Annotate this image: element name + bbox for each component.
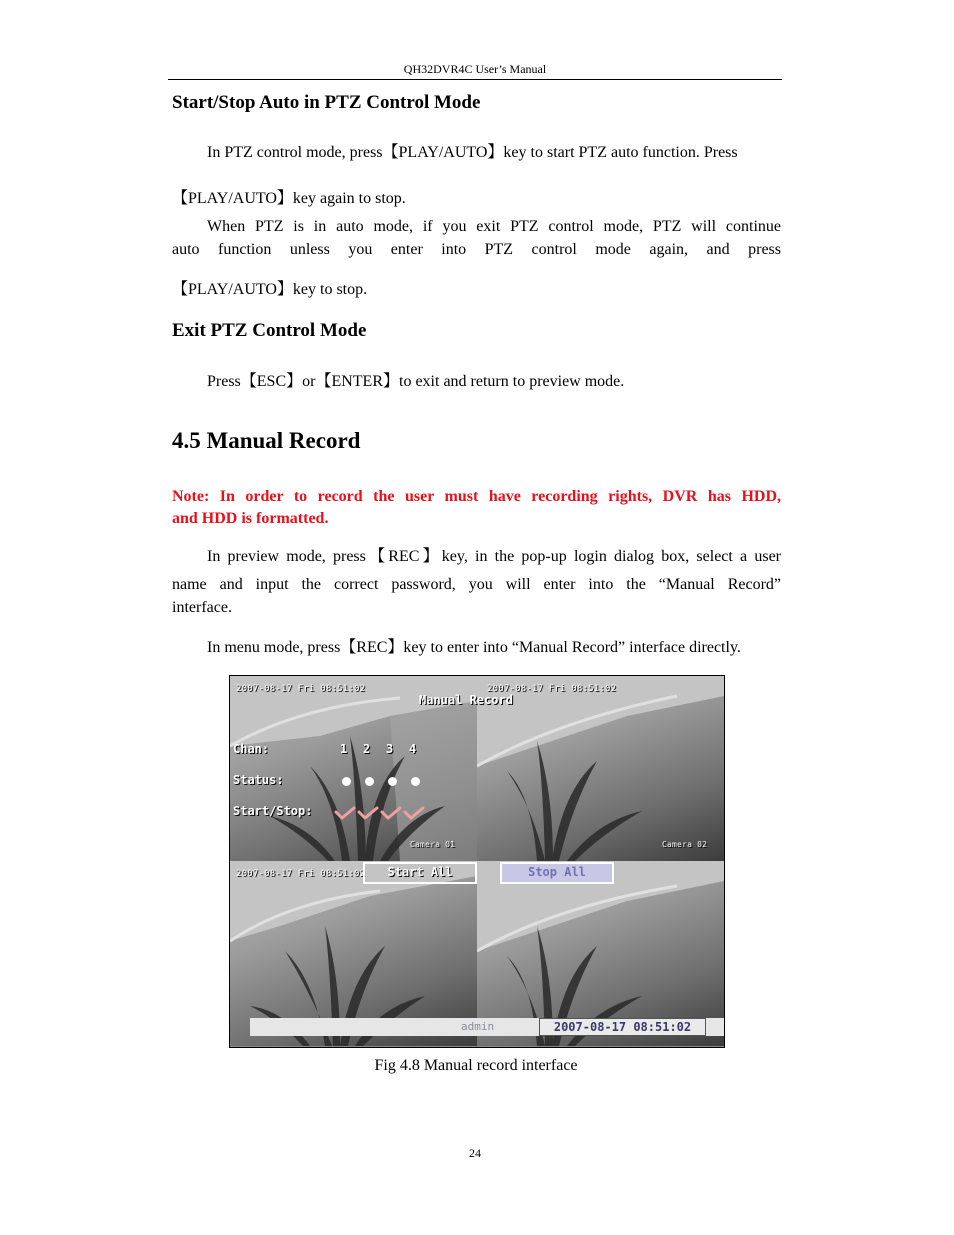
note-line1: Note: In order to record the user must have recording rights, DVR has HDD, xyxy=(172,488,781,505)
manual-para1-line3: interface. xyxy=(172,599,232,616)
manual-para1-line2: name and input the correct password, you will enter into the “Manual Record” xyxy=(172,576,781,593)
status-user: admin xyxy=(461,1020,495,1033)
timestamp-q2: 2007-08-17 Fri 08:51:02 xyxy=(487,684,617,694)
stop-all-button[interactable]: Stop All xyxy=(500,862,614,884)
manual-record-screenshot xyxy=(229,675,725,1048)
status-dot-2 xyxy=(365,777,374,786)
exit-para: Press【ESC】or【ENTER】to exit and return to preview mode. xyxy=(207,373,625,390)
channel-4: 4 xyxy=(409,742,417,756)
auto-para1-line2: 【PLAY/AUTO】key again to stop. xyxy=(172,190,406,207)
manual-para2: In menu mode, press【REC】key to enter into “Manual Record” interface directly. xyxy=(207,639,741,656)
note-line2: and HDD is formatted. xyxy=(172,510,329,527)
dialog-title: Manual Record xyxy=(419,693,513,707)
auto-para2-line1: When PTZ is in auto mode, if you exit PTZ control mode, PTZ will continue xyxy=(207,218,781,235)
figure-caption: Fig 4.8 Manual record interface xyxy=(374,1057,578,1074)
status-label: Status: xyxy=(233,773,284,787)
manual-para1-line1: In preview mode, press【REC】key, in the pop-up login dialog box, select a user xyxy=(207,548,781,565)
camera-label-q1: Camera 01 xyxy=(410,840,456,849)
record-checkboxes[interactable] xyxy=(334,804,430,822)
chan-label: Chan: xyxy=(233,742,270,756)
start-stop-label: Start/Stop: xyxy=(233,804,313,818)
heading-start-stop-auto: Start/Stop Auto in PTZ Control Mode xyxy=(172,92,481,113)
heading-manual-record: 4.5 Manual Record xyxy=(172,428,361,453)
status-time: 2007-08-17 08:51:02 xyxy=(539,1018,706,1036)
auto-para1-line1: In PTZ control mode, press【PLAY/AUTO】key to start PTZ auto function. Press xyxy=(207,144,738,161)
status-dot-4 xyxy=(411,777,420,786)
channel-2: 2 xyxy=(363,742,371,756)
running-header: QH32DVR4C User’s Manual xyxy=(403,62,547,76)
camera-view-2 xyxy=(477,676,724,861)
timestamp-q3: 2007-08-17 Fri 08:51:02 xyxy=(236,869,366,879)
header-rule xyxy=(168,79,782,80)
plant-image xyxy=(477,676,724,861)
channel-3: 3 xyxy=(386,742,394,756)
start-all-button[interactable]: Start All xyxy=(363,862,477,884)
heading-exit-ptz: Exit PTZ Control Mode xyxy=(172,320,367,341)
channel-1: 1 xyxy=(340,742,348,756)
page-number: 24 xyxy=(469,1146,481,1160)
status-dot-1 xyxy=(342,777,351,786)
auto-para2-line3: 【PLAY/AUTO】key to stop. xyxy=(172,281,368,298)
auto-para2-line2: auto function unless you enter into PTZ control mode again, and press xyxy=(172,241,781,258)
camera-label-q2: Camera 02 xyxy=(662,840,708,849)
timestamp-q1: 2007-08-17 Fri 08:51:02 xyxy=(236,684,366,694)
status-dot-3 xyxy=(388,777,397,786)
